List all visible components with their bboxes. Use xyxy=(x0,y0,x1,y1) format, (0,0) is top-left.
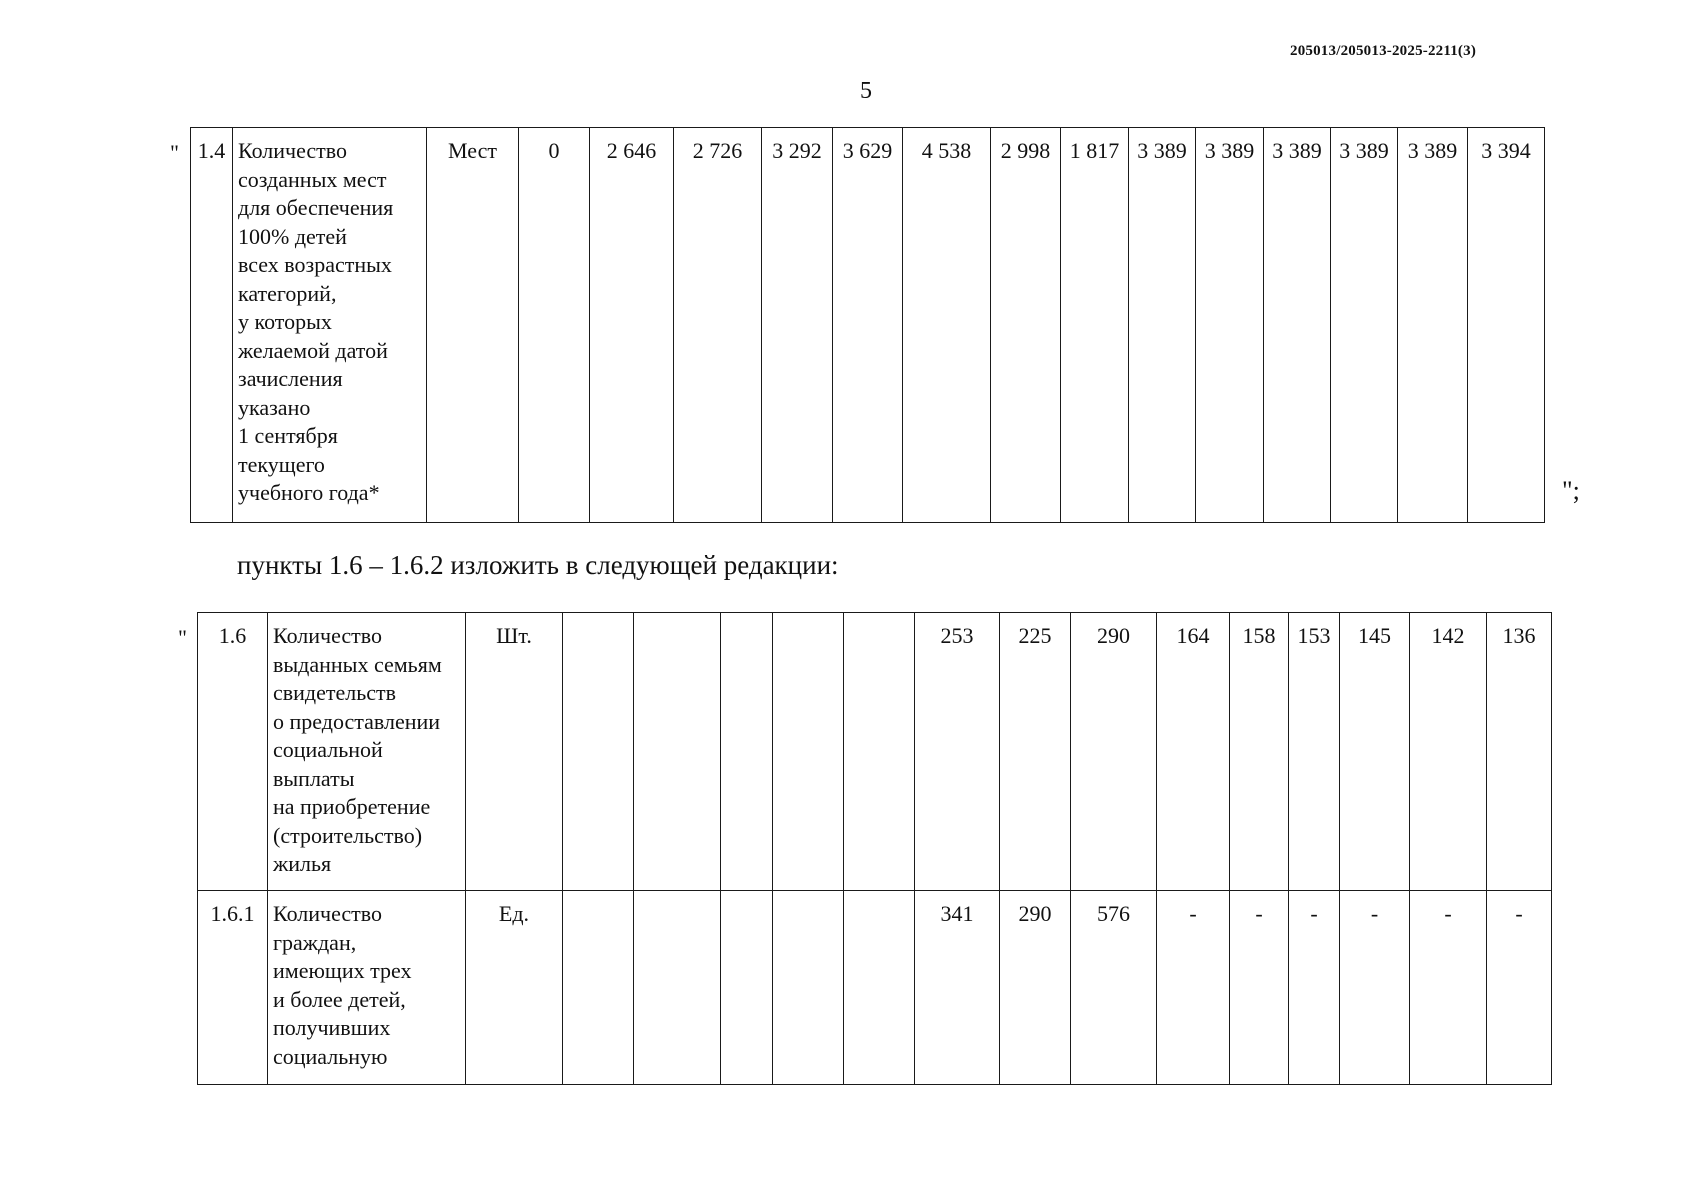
row-unit: Мест xyxy=(427,128,519,523)
value-cell xyxy=(563,891,634,1085)
table1-open-quote: " xyxy=(170,140,179,165)
value-cell: 290 xyxy=(1071,613,1157,891)
value-cell: - xyxy=(1230,891,1289,1085)
value-cell: 142 xyxy=(1410,613,1487,891)
value-cell: 164 xyxy=(1157,613,1230,891)
value-cell: 145 xyxy=(1340,613,1410,891)
value-cell xyxy=(844,891,915,1085)
value-cell: 0 xyxy=(519,128,590,523)
value-cell: 1 817 xyxy=(1061,128,1129,523)
indicator-table-2 xyxy=(197,612,1552,1085)
value-cell: 225 xyxy=(1000,613,1071,891)
value-cell: 3 389 xyxy=(1331,128,1398,523)
value-cell: 2 998 xyxy=(991,128,1061,523)
value-cell: 290 xyxy=(1000,891,1071,1085)
value-cell xyxy=(844,613,915,891)
value-cell: 576 xyxy=(1071,891,1157,1085)
value-cell xyxy=(634,613,721,891)
row-description: Количество выданных семьям свидетельств о предоставлении социальной выплаты на приобретение (строительство) жилья xyxy=(268,613,466,891)
page-number: 5 xyxy=(860,78,872,104)
row-description: Количество граждан, имеющих трех и более детей, получивших социальную xyxy=(268,891,466,1085)
value-cell xyxy=(773,891,844,1085)
value-cell xyxy=(721,613,773,891)
table2-open-quote: " xyxy=(178,625,187,650)
value-cell: 136 xyxy=(1487,613,1552,891)
value-cell: 3 389 xyxy=(1129,128,1196,523)
value-cell: 3 292 xyxy=(762,128,833,523)
value-cell: 341 xyxy=(915,891,1000,1085)
row-unit: Ед. xyxy=(466,891,563,1085)
value-cell: 2 726 xyxy=(674,128,762,523)
value-cell: - xyxy=(1289,891,1340,1085)
value-cell: 3 389 xyxy=(1264,128,1331,523)
row-number: 1.6 xyxy=(198,613,268,891)
row-unit: Шт. xyxy=(466,613,563,891)
row-number: 1.4 xyxy=(191,128,233,523)
value-cell: 4 538 xyxy=(903,128,991,523)
table-row xyxy=(191,128,1545,523)
value-cell: - xyxy=(1410,891,1487,1085)
value-cell xyxy=(634,891,721,1085)
value-cell: - xyxy=(1487,891,1552,1085)
row-description: Количество созданных мест для обеспечения 100% детей всех возрастных категорий, у которых желаемой датой зачисления указано 1 сентября текущего учебного года* xyxy=(233,128,427,523)
indicator-table-1 xyxy=(190,127,1545,523)
table-row xyxy=(198,613,1552,891)
value-cell: - xyxy=(1340,891,1410,1085)
value-cell: 253 xyxy=(915,613,1000,891)
value-cell: 2 646 xyxy=(590,128,674,523)
value-cell: 153 xyxy=(1289,613,1340,891)
value-cell: 3 389 xyxy=(1196,128,1264,523)
table1-close-quote: "; xyxy=(1562,476,1580,505)
amendment-instruction: пункты 1.6 – 1.6.2 изложить в следующей редакции: xyxy=(237,550,839,580)
table-row xyxy=(198,891,1552,1085)
value-cell xyxy=(563,613,634,891)
value-cell: 3 389 xyxy=(1398,128,1468,523)
document-code: 205013/205013-2025-2211(3) xyxy=(1290,43,1477,59)
value-cell: 158 xyxy=(1230,613,1289,891)
value-cell xyxy=(773,613,844,891)
row-number: 1.6.1 xyxy=(198,891,268,1085)
value-cell: 3 629 xyxy=(833,128,903,523)
value-cell: - xyxy=(1157,891,1230,1085)
value-cell xyxy=(721,891,773,1085)
value-cell: 3 394 xyxy=(1468,128,1545,523)
